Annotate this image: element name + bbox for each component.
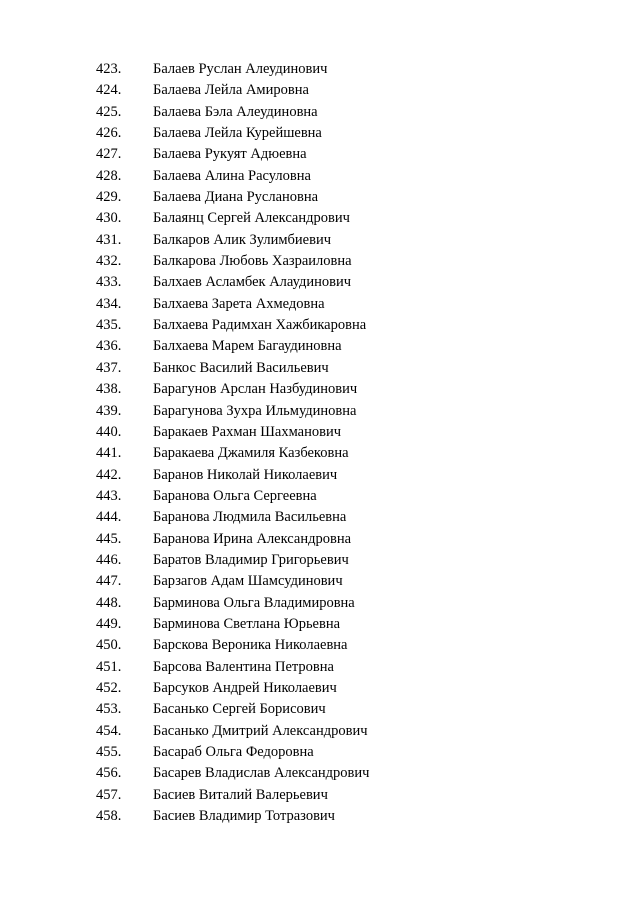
entry-name: Басиев Виталий Валерьевич <box>153 786 328 803</box>
list-item <box>0 208 640 229</box>
entry-name: Барминова Ольга Владимировна <box>153 594 355 611</box>
entry-name: Балхаева Радимхан Хажбикаровна <box>153 317 367 334</box>
list-item <box>0 123 640 144</box>
entry-number: 433. <box>96 274 122 291</box>
list-item <box>0 443 640 464</box>
entry-name: Баранова Людмила Васильевна <box>153 509 347 526</box>
entry-name: Балхаева Зарета Ахмедовна <box>153 295 325 312</box>
list-item <box>0 102 640 123</box>
entry-name: Барзагов Адам Шамсудинович <box>153 573 343 590</box>
entry-number: 439. <box>96 402 122 419</box>
entry-number: 436. <box>96 338 122 355</box>
list-item <box>0 721 640 742</box>
entry-name: Басараб Ольга Федоровна <box>153 744 314 760</box>
list-item <box>0 593 640 614</box>
entry-name: Балаева Алина Расуловна <box>153 167 311 184</box>
entry-name: Баранов Николай Николаевич <box>153 466 338 483</box>
entry-name: Баранова Ольга Сергеевна <box>153 487 317 504</box>
entry-number: 444. <box>96 509 122 526</box>
entry-number: 458. <box>96 808 122 825</box>
list-item <box>0 785 640 806</box>
list-item <box>0 699 640 720</box>
entry-name: Барминова Светлана Юрьевна <box>153 615 341 632</box>
entry-name: Балкарова Любовь Хазраиловна <box>153 253 352 270</box>
list-item <box>0 465 640 486</box>
entry-number: 430. <box>96 210 122 227</box>
entry-number: 429. <box>96 189 122 206</box>
entry-name: Барагунов Арслан Назбудинович <box>153 381 358 398</box>
list-item <box>0 678 640 699</box>
entry-number: 428. <box>96 167 122 184</box>
list-item <box>0 571 640 592</box>
list-item <box>0 187 640 208</box>
entry-name: Баракаев Рахман Шахманович <box>153 423 341 440</box>
entry-number: 435. <box>96 317 122 334</box>
list-item <box>0 742 640 763</box>
list-item <box>0 251 640 272</box>
list-item <box>0 806 640 827</box>
entry-number: 456. <box>96 765 122 782</box>
entry-name: Баранова Ирина Александровна <box>153 530 352 547</box>
entry-name: Барсуков Андрей Николаевич <box>153 679 337 696</box>
list-item <box>0 507 640 528</box>
entry-name: Басиев Владимир Тотразович <box>153 808 335 825</box>
entry-number: 451. <box>96 658 122 675</box>
entry-number: 425. <box>96 103 122 120</box>
entry-name: Балхаев Асламбек Алаудинович <box>153 274 352 291</box>
list-item <box>0 379 640 400</box>
entry-number: 445. <box>96 530 122 547</box>
list-item <box>0 166 640 187</box>
entry-number: 442. <box>96 466 122 483</box>
list-item <box>0 635 640 656</box>
list-item <box>0 486 640 507</box>
entry-name: Банкос Василий Васильевич <box>153 359 329 376</box>
list-item <box>0 401 640 422</box>
entry-name: Баратов Владимир Григорьевич <box>153 551 349 568</box>
entry-name: Балаева Рукуят Адюевна <box>153 146 307 163</box>
entry-name: Барагунова Зухра Ильмудиновна <box>153 402 357 419</box>
list-item <box>0 80 640 101</box>
entry-number: 447. <box>96 573 122 590</box>
list-item <box>0 614 640 635</box>
entry-number: 437. <box>96 359 122 376</box>
entry-number: 450. <box>96 637 122 654</box>
entry-number: 423. <box>96 61 122 77</box>
entry-name: Балаева Лейла Курейшевна <box>153 125 322 142</box>
list-item <box>0 657 640 678</box>
entry-name: Балаянц Сергей Александрович <box>153 210 350 227</box>
entry-number: 457. <box>96 786 122 803</box>
entry-name: Балаева Лейла Амировна <box>153 82 309 99</box>
entry-number: 443. <box>96 487 122 504</box>
entry-number: 424. <box>96 82 122 99</box>
entry-number: 441. <box>96 445 122 462</box>
list-item <box>0 59 640 80</box>
entry-name: Барсова Валентина Петровна <box>153 658 334 675</box>
name-list <box>0 59 640 827</box>
entry-number: 449. <box>96 615 122 632</box>
list-item <box>0 763 640 784</box>
list-item <box>0 272 640 293</box>
list-item <box>0 230 640 251</box>
entry-number: 431. <box>96 231 122 248</box>
list-item <box>0 358 640 379</box>
entry-number: 427. <box>96 146 122 163</box>
entry-number: 426. <box>96 125 122 142</box>
entry-name: Балкаров Алик Зулимбиевич <box>153 231 332 248</box>
list-item <box>0 422 640 443</box>
entry-number: 438. <box>96 381 122 398</box>
list-item <box>0 144 640 165</box>
entry-name: Басарев Владислав Александрович <box>153 765 370 782</box>
entry-number: 455. <box>96 744 122 760</box>
list-item <box>0 336 640 357</box>
entry-number: 432. <box>96 253 122 270</box>
entry-name: Балаева Диана Руслановна <box>153 189 319 206</box>
entry-number: 448. <box>96 594 122 611</box>
entry-name: Барскова Вероника Николаевна <box>153 637 348 654</box>
entry-name: Балаева Бэла Алеудиновна <box>153 103 318 120</box>
entry-number: 446. <box>96 551 122 568</box>
list-item <box>0 550 640 571</box>
entry-name: Басанько Дмитрий Александрович <box>153 722 368 739</box>
entry-name: Баракаева Джамиля Казбековна <box>153 445 349 462</box>
list-item <box>0 315 640 336</box>
entry-name: Басанько Сергей Борисович <box>153 701 326 718</box>
entry-number: 434. <box>96 295 122 312</box>
list-item <box>0 294 640 315</box>
entry-name: Балхаева Марем Багаудиновна <box>153 338 342 355</box>
entry-name: Балаев Руслан Алеудинович <box>153 61 328 77</box>
entry-number: 454. <box>96 722 122 739</box>
entry-number: 440. <box>96 423 122 440</box>
entry-number: 452. <box>96 679 122 696</box>
entry-number: 453. <box>96 701 122 718</box>
list-item <box>0 529 640 550</box>
